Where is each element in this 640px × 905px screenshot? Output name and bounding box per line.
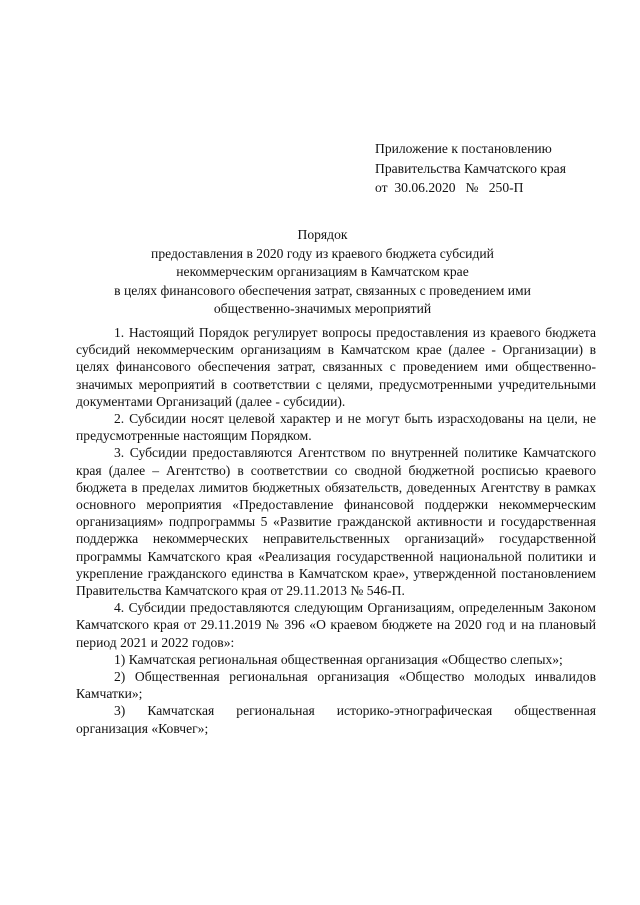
date-prefix: от (375, 180, 388, 195)
appendix-header (375, 139, 625, 198)
appendix-line-2: Правительства Камчатского края (375, 160, 566, 176)
paragraph-4: 4. Субсидии предоставляются следующим Организациям, определенным Законом Камчатского края от 29.11.2019 № 396 «О краевом бюджете на 2020 год и на плановый период 2021 и 2022 годов»: (76, 600, 596, 650)
title-line: общественно-значимых мероприятий (213, 301, 432, 316)
decree-date: 30.06.2020 (394, 180, 456, 195)
appendix-date-line (375, 178, 625, 198)
title-line: некоммерческим организациям в Камчатском крае (176, 264, 469, 279)
appendix-line-1: Приложение к постановлению (375, 141, 552, 156)
document-title (60, 226, 585, 319)
list-item: 1) Камчатская региональная общественная организация «Общество слепых»; (114, 651, 563, 667)
title-line: в целях финансового обеспечения затрат, связанных с проведением ими (114, 282, 531, 298)
number-sign: № (465, 180, 479, 195)
document-body (76, 324, 596, 737)
paragraph-3: 3. Субсидии предоставляются Агентством по внутренней политике Камчатского края (далее – Агентство) в соответствии со сводной бюджетной росписью краевого бюджета в пределах лимитов бюджетных обязательств, доведенных Агентству в рамках основного мероприятия «Предоставление финансовой поддержки некоммерческим организациям» подпрограммы 5 «Развитие гражданской активности и государственная поддержка некоммерческих неправительственных организаций» государственной программы Камчатского края «Реализация государственной национальной политики и укрепление гражданского единства в Камчатском крае», утвержденной постановлением Правительства Камчатского края от 29.11.2013 № 546-П. (76, 445, 596, 599)
decree-number: 250-П (488, 180, 524, 195)
paragraph-2: 2. Субсидии носят целевой характер и не могут быть израсходованы на цели, не предусмотренные настоящим Порядком. (76, 411, 596, 444)
title-line: предоставления в 2020 году из краевого бюджета субсидий (151, 245, 494, 261)
title-heading: Порядок (297, 227, 348, 242)
list-item: 3) Камчатская региональная историко-этнографическая общественная организация «Ковчег»; (76, 703, 596, 736)
list-item: 2) Общественная региональная организация «Общество молодых инвалидов Камчатки»; (76, 669, 596, 702)
paragraph-1: 1. Настоящий Порядок регулирует вопросы предоставления из краевого бюджета субсидий некоммерческим организациям в Камчатском крае (далее - Организации) в целях финансового обеспечения затрат, связанных с проведением ими общественно-значимых мероприятий в соответствии с целями, предусмотренными учредительными документами Организаций (далее - субсидии). (76, 325, 596, 409)
